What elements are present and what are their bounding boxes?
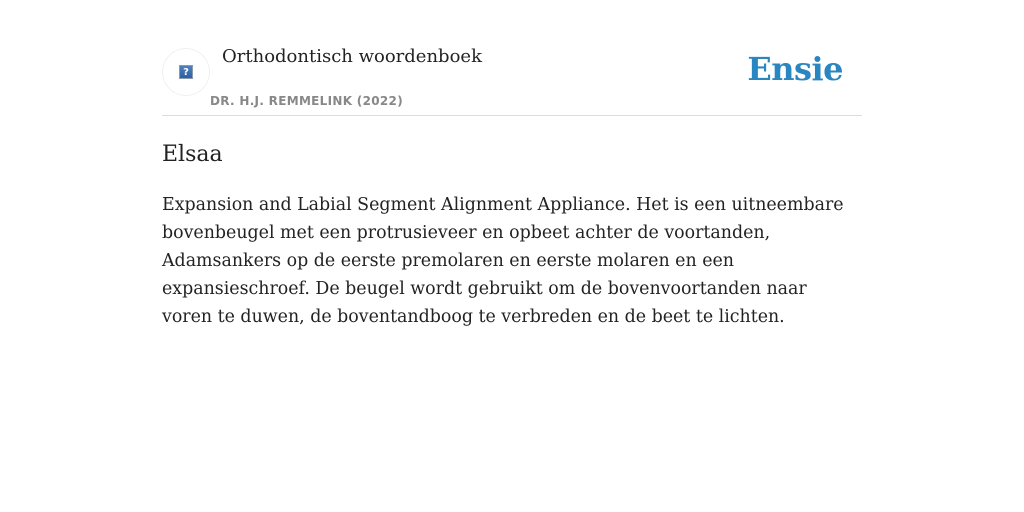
entry-card	[162, 38, 862, 331]
entry-header	[162, 38, 862, 116]
book-title[interactable]: Orthodontisch woordenboek	[222, 46, 482, 67]
brand-logo[interactable]: Ensie	[747, 50, 843, 88]
question-mark-icon: ?	[179, 65, 193, 79]
source-thumbnail[interactable]	[162, 48, 210, 96]
entry-definition: Expansion and Labial Segment Alignment Appliance. Het is een uitneembare bovenbeugel met een protrusieveer en opbeet achter de voortanden, Adamsankers op de eerste premolaren en eerste molaren en een expansieschroef. De beugel wordt gebruikt om de bovenvoortanden naar voren te duwen, de boventandboog te verbreden en de beet te lichten.	[162, 195, 844, 327]
book-author: DR. H.J. REMMELINK (2022)	[210, 94, 403, 108]
entry-term: Elsaa	[162, 142, 223, 167]
